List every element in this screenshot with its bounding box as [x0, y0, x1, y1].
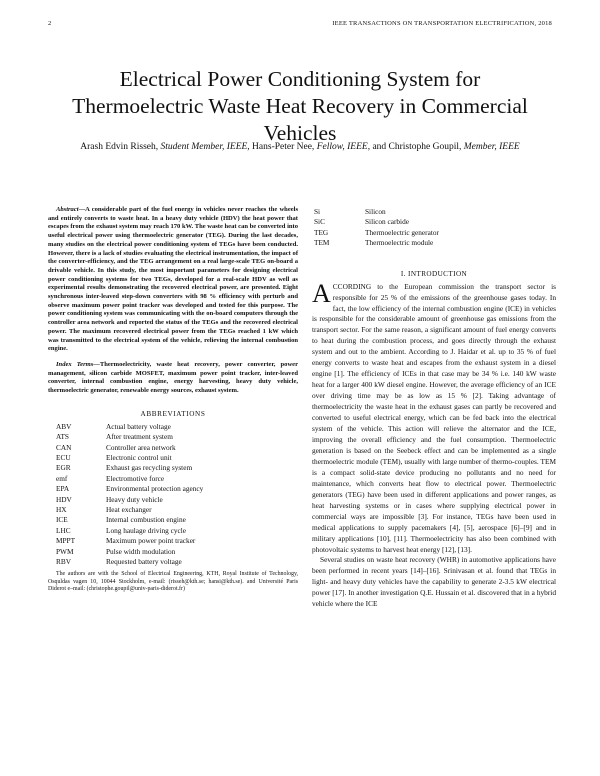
author-1-name: Arash Edvin Risseh, — [80, 142, 161, 152]
abbreviations-heading: ABBREVIATIONS — [140, 409, 206, 418]
left-column — [48, 206, 298, 594]
abbreviation-term: ATS — [56, 432, 69, 442]
abbreviation-row — [56, 484, 203, 494]
abbreviation-meaning: Heavy duty vehicle — [106, 494, 163, 504]
section-heading-introduction: I. INTRODUCTION — [400, 269, 468, 278]
abbreviation-meaning: Heat exchanger — [106, 505, 152, 515]
author-footnote: The authors are with the School of Electrical Engineering, KTH, Royal Institute of Technology, Osquldas vagen 10, 10044 Stockholm, e-mail: (risseh@kth.se; hansi@kth.se). and Université Paris Diderot e–mail: (christophe.goupil@univ-paris-diderot.fr) — [48, 571, 298, 593]
abbreviation-term: EPA — [56, 484, 70, 494]
abbreviation-row — [56, 432, 203, 442]
index-terms — [48, 361, 298, 396]
abbreviation-row — [56, 557, 203, 567]
abbreviation-meaning: Internal combustion engine — [106, 515, 186, 525]
abbreviation-row — [56, 422, 203, 432]
introduction-paragraph-2: Several studies on waste heat recovery (WHR) in automotive applications have been performed in recent years [14]–[16]. Srinivasan et al. found that TEGs in light- and heavy duty vehicles have the capability to generate 2-3.5 kW electrical power [17]. In another investigation Q.E. Hussain et al. discovered that in a hybrid vehicle where the ICE — [312, 555, 556, 609]
index-terms-label: Index Terms — [56, 360, 94, 368]
abbreviation-row — [56, 453, 203, 463]
abbreviation-term: TEM — [314, 238, 330, 248]
abbreviation-term: RBV — [56, 557, 72, 567]
introduction-paragraph-1-text: CCORDING to the European commission the transport sector is responsible for 25 % of the emissions of the greenhouse gases today. In fact, the low efficiency of the internal combustion engine (ICE) in vehicles is responsible for the considerable amount of greenhouse gas emissions from the transport sector. For the same reason, a significant amount of fuel energy converts to heat during the combustion process, and goes directly through the exhaust system and out to the ambient. According to J. Haidar et al. up to 35 % of fuel energy converts to waste heat and escapes from the exhaust system in a diesel engine [1]. The efficiency of ICEs in that case may be 34 % i.e. 140 kW waste heat for a larger 400 kW diesel engine. However, the average efficiency of an ICE over driving time may be as low as 15 % [2]. Taking advantage of thermoelectricity the waste heat in the exhaust gases can partly be recovered and converted to useful electrical energy, which can be fed back into the electrical system of the vehicle. This action will relieve the alternator and the ICE, improving the overall efficiency and the fuel consumption. Thermoelectric generation is based on the Seebeck effect and can be implemented as a single thermoelectric module (TEM), usually with large number of thermo-couples. TEM is a compact solid-state device producing no pollutants and no need for maintenance, which converts heat flow to electrical power. Thermoelectric generators (TEG) have been used in different applications and power ranges, as heat harvesting systems or in cases where supplying electrical power in commercial ways are impossible [3]. For instance, TEGs have been used in medical applications to supply pacemakers [4], [5], aerospace [6]–[9] and in military applications [10], [11]. Thermoelectricity has also been combined with photovoltaic systems to harvest heat energy [12], [13]. — [312, 281, 556, 554]
abbreviation-row — [314, 217, 439, 227]
abbreviation-meaning: Controller area network — [106, 442, 176, 452]
abbreviation-row — [56, 547, 203, 557]
right-column — [312, 207, 556, 610]
abbreviation-term: emf — [56, 473, 68, 483]
abbreviation-meaning: Thermoelectric module — [365, 238, 434, 248]
drop-cap: A — [312, 278, 331, 308]
abbreviation-term: ECU — [56, 452, 71, 462]
introduction-paragraph-1 — [312, 278, 556, 556]
abbreviation-term: TEG — [314, 227, 329, 237]
abbreviation-meaning: Silicon carbide — [365, 217, 409, 227]
abbreviation-term: HX — [56, 505, 67, 515]
author-3-name: and Christophe Goupil, — [370, 142, 464, 152]
abbreviation-row — [314, 207, 439, 217]
abbreviation-term: LHC — [56, 525, 71, 535]
abbreviation-row — [314, 228, 439, 238]
index-terms-text: —Thermoelectricity, waste heat recovery, power converter, power management, silicon carbide MOSFET, maximum power point tracker, inter-leaved converter, internal combustion engine, energy harvesting, heavy duty vehicle, thermoelectric generator, renewable energy sources, exhaust system. — [48, 360, 298, 395]
abbreviation-meaning: Electronic control unit — [106, 452, 172, 462]
abbreviation-meaning: Actual battery voltage — [106, 421, 171, 431]
author-2-role: Fellow, IEEE, — [316, 142, 371, 152]
abbreviation-row — [56, 526, 203, 536]
abbreviation-meaning: Maximum power point tracker — [106, 536, 196, 546]
abbreviation-term: ABV — [56, 421, 72, 431]
abbreviation-term: SiC — [314, 217, 325, 227]
abbreviation-term: ICE — [56, 515, 68, 525]
abbreviation-meaning: Silicon — [365, 207, 386, 216]
abbreviation-term: CAN — [56, 442, 72, 452]
abbreviation-row — [56, 536, 203, 546]
abbreviation-term: Si — [314, 207, 321, 216]
abbreviation-meaning: Pulse width modulation — [106, 546, 176, 556]
abbreviation-meaning: After treatment system — [106, 432, 173, 442]
abbreviation-term: PWM — [56, 546, 74, 556]
abbreviation-row — [56, 495, 203, 505]
abstract — [48, 206, 298, 354]
page-number: 2 — [48, 20, 52, 27]
abbreviations-table — [56, 422, 203, 568]
author-list — [80, 140, 520, 154]
abbreviation-row — [314, 238, 439, 248]
abbreviation-meaning: Exhaust gas recycling system — [106, 463, 193, 473]
abbreviation-term: HDV — [56, 494, 72, 504]
abstract-text: —A considerable part of the fuel energy in vehicles never reaches the wheels and entirely converts to waste heat. In a heavy duty vehicle (HDV) the heat power that escapes from the exhaust system may reach 170 kW. The waste heat can be converted into useful electrical power using thermoelectric generator (TEG). During the last decades, many studies on the electrical power conditioning system of TEGs have been conducted. However, there is a lack of studies evaluating the electrical instrumentation, the impact of the converter-efficiency, and the TEG arrangement on a real large-scale TEG on-board a drivable vehicle. In this study, the most important parameters for designing electrical power conditioning systems for two TEGs, developed for a real-scale HDV as well as experimental results demonstrating the recovered electrical power, are presented. Eight synchronous inter-leaved step-down converters with 98 % efficiency with perturb and observe maximum power point tracker was developed and tested for this purpose. The power conditioning system was communicating with the on-board computers through the controller area network and reported the status of the TEGs and the recovered electrical power. The maximum recovered electrical power from the TEGs reached 1 kW which was transmitted to the electrical system of the vehicle, relieving the internal combustion engine. — [48, 206, 298, 353]
abbreviation-row — [56, 443, 203, 453]
author-2-name: Hans-Peter Nee, — [249, 142, 317, 152]
abbreviation-meaning: Thermoelectric generator — [365, 227, 439, 237]
abstract-label: Abstract — [56, 206, 79, 213]
abbreviation-row — [56, 474, 203, 484]
abbreviation-meaning: Environmental protection agency — [106, 484, 204, 494]
abbreviation-row — [56, 505, 203, 515]
author-1-role: Student Member, IEEE, — [160, 142, 250, 152]
paper-title: Electrical Power Conditioning System for Thermoelectric Waste Heat Recovery in Commercial Vehicles — [72, 67, 528, 146]
abbreviations-table-continued — [314, 207, 439, 249]
abbreviation-term: MPPT — [56, 536, 76, 546]
abbreviation-term: EGR — [56, 463, 71, 473]
abbreviation-row — [56, 463, 203, 473]
abbreviation-row — [56, 515, 203, 525]
abbreviation-meaning: Requested battery voltage — [106, 557, 182, 567]
running-head: IEEE TRANSACTIONS ON TRANSPORTATION ELECTRIFICATION, 2018 — [332, 20, 552, 27]
abbreviation-meaning: Long haulage driving cycle — [106, 525, 187, 535]
abbreviation-meaning: Electromotive force — [106, 473, 165, 483]
author-3-role: Member, IEEE — [463, 142, 520, 152]
